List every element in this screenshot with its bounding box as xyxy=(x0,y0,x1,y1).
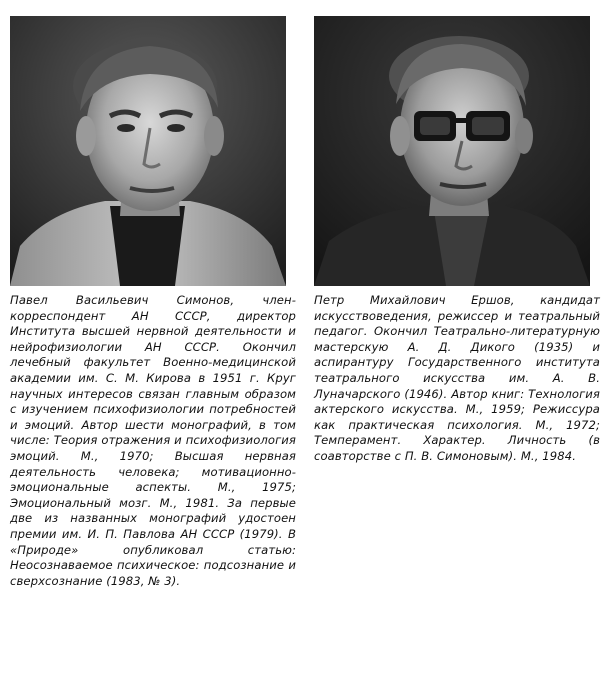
biography-simonov: Павел Васильевич Симонов, член-корреспондент АН СССР, директор Института высшей нервной деятельности и нейрофизиологии АН СССР. Окончил лечебный факультет Военно-медицинской академии им. С. М. Кирова в 1951 г. Круг научных интересов связан главным образом с изучением психофизиологии потребностей и эмоций. Автор шести монографий, в том числе: Теория отражения и психофизиология эмоций. М., 1970; Высшая нервная деятельность человека; мотивационно-эмоциональные аспекты. М., 1975; Эмоциональный мозг. М., 1981. За первые две из названных монографий удостоен премии им. И. П. Павлова АН СССР (1979). В «Природе» опубликовал статью: Неосознаваемое психическое: подсознание и сверхсознание (1983, № 3). xyxy=(10,293,296,588)
portrait-simonov xyxy=(10,16,286,286)
biography-ershov: Петр Михайлович Ершов, кандидат искусствоведения, режиссер и театральный педагог. Окончил Театрально-литературную мастерскую А. Д. Дикого (1935) и аспирантуру Государственного института театрального искусства им. А. В. Луначарского (1946). Автор книг: Технология актерского искусства. М., 1959; Режиссура как практическая психология. М., 1972; Темперамент. Характер. Личность (в соавторстве с П. В. Симоновым). М., 1984. xyxy=(314,293,600,463)
portrait-simonov-image xyxy=(10,16,286,286)
portrait-ershov xyxy=(314,16,590,286)
portrait-ershov-image xyxy=(314,16,590,286)
